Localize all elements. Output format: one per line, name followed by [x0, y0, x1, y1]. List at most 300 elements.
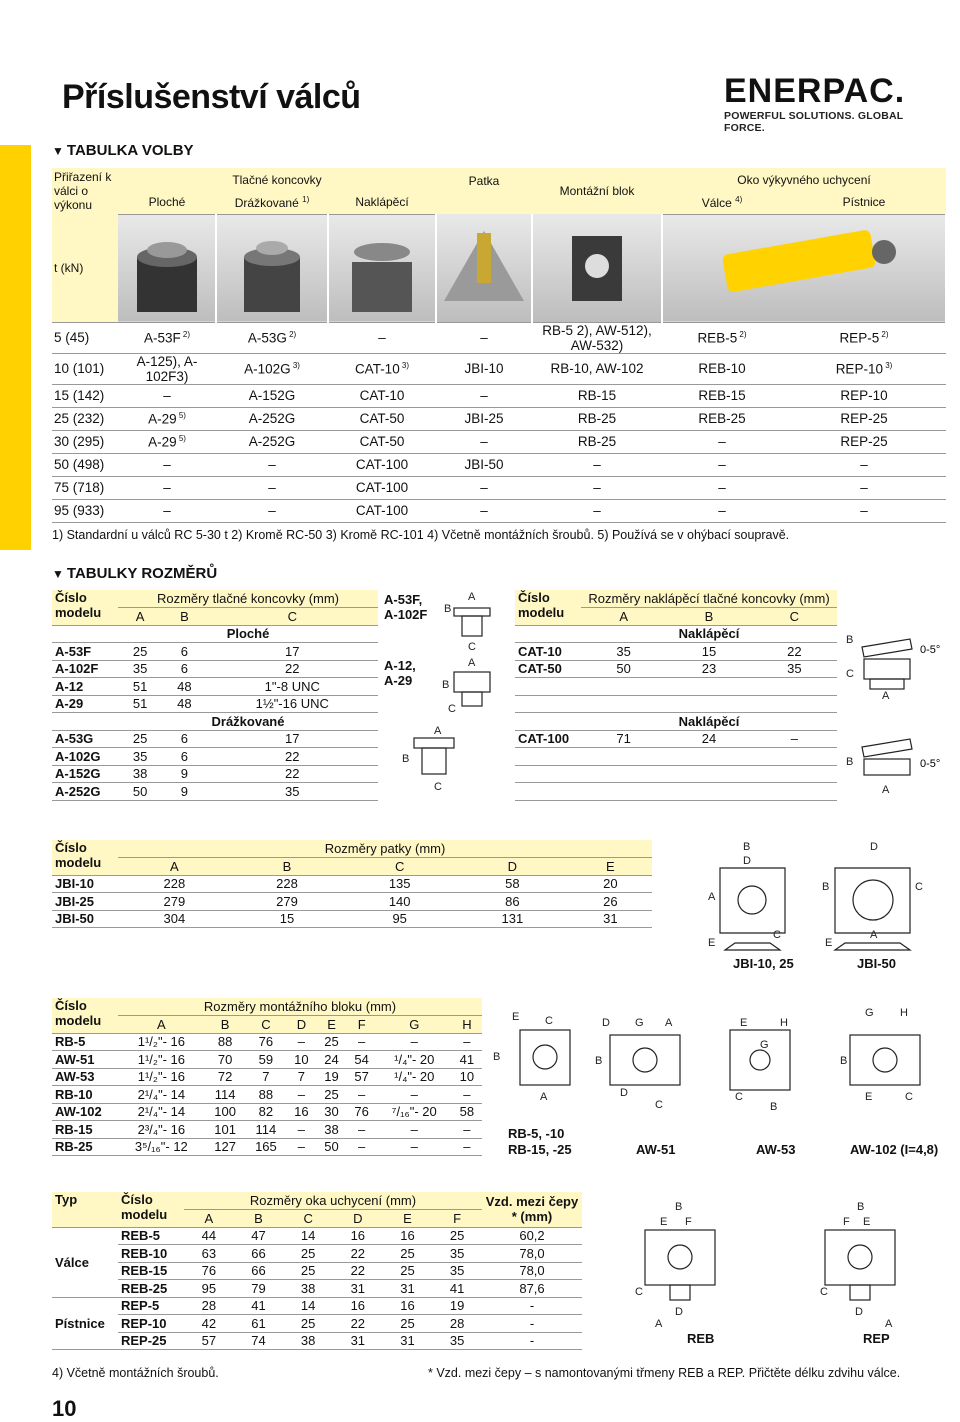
- mb-caption-1: RB-5, -10 RB-15, -25: [508, 1126, 572, 1157]
- col-header: C: [343, 858, 456, 876]
- mb-caption-2: AW-51: [636, 1142, 676, 1157]
- svg-text:B: B: [770, 1101, 778, 1113]
- note-4: 4) Včetně montážních šroubů.: [52, 1366, 219, 1380]
- value-cell: –: [377, 1121, 452, 1139]
- tilt-dim-table: [515, 590, 837, 801]
- value-cell: 25: [118, 730, 162, 748]
- value-cell: 86: [456, 893, 569, 911]
- value-cell: 35: [432, 1245, 482, 1263]
- col-header: E: [569, 858, 652, 876]
- value-cell: 25: [432, 1227, 482, 1245]
- value-cell: 10: [452, 1068, 482, 1086]
- model-cell: REP-25: [118, 1332, 184, 1350]
- svg-text:A: A: [708, 891, 716, 903]
- logo-tagline: POWERFUL SOLUTIONS. GLOBAL FORCE.: [724, 110, 904, 134]
- svg-text:H: H: [780, 1017, 788, 1029]
- selection-heading: ▼ TABULKA VOLBY: [52, 142, 194, 159]
- svg-text:A: A: [468, 591, 476, 603]
- value-cell: 1½"-16 UNC: [207, 695, 378, 713]
- base-dim-table: [52, 840, 652, 928]
- value-cell: 51: [118, 678, 162, 696]
- value-cell: 25: [283, 1315, 333, 1333]
- tilt-drawings: [840, 625, 950, 800]
- value-cell: 28: [432, 1315, 482, 1333]
- grooved-cell: A-252G: [216, 430, 328, 453]
- value-cell: 88: [246, 1086, 287, 1104]
- value-cell: 76: [246, 1033, 287, 1051]
- eye-caption-reb: REB: [687, 1331, 715, 1346]
- value-cell: 9: [162, 765, 206, 783]
- flat-cell: –: [118, 453, 216, 476]
- value-cell: 95: [343, 910, 456, 928]
- col-header: D: [286, 1016, 316, 1034]
- value-cell: 35: [118, 660, 162, 678]
- value-cell: 59: [246, 1051, 287, 1069]
- selection-table: [52, 168, 947, 523]
- model-cell: CAT-50: [515, 660, 581, 678]
- cyl-cell: –: [662, 430, 782, 453]
- svg-text:D: D: [743, 855, 751, 867]
- value-cell: 25: [283, 1262, 333, 1280]
- photo-clevis-eyes: [662, 214, 946, 322]
- base-row: [52, 893, 652, 911]
- h-mount: Montážní blok: [559, 184, 635, 198]
- value-cell: 1¹/₂"- 16: [118, 1051, 205, 1069]
- svg-text:G: G: [635, 1017, 644, 1029]
- value-cell: 140: [343, 893, 456, 911]
- selection-row: [52, 407, 946, 430]
- capacity-cell: 30 (295): [52, 430, 118, 453]
- value-cell: 23: [666, 660, 751, 678]
- base-cell: JBI-10: [436, 353, 532, 384]
- value-cell: –: [286, 1138, 316, 1156]
- value-cell: 100: [205, 1103, 246, 1121]
- h-tilt: Naklápěcí: [328, 191, 436, 214]
- svg-text:D: D: [870, 841, 878, 853]
- col-header: A: [118, 858, 231, 876]
- col-header: B: [205, 1016, 246, 1034]
- value-cell: 57: [347, 1068, 377, 1086]
- value-cell: 20: [569, 875, 652, 893]
- saddle-row: [52, 678, 378, 696]
- col-header: G: [377, 1016, 452, 1034]
- col-c: C: [752, 608, 837, 626]
- mb-caption-4: AW-102 (I=4,8): [850, 1142, 939, 1157]
- model-cell: RB-10: [52, 1086, 118, 1104]
- svg-text:G: G: [865, 1007, 874, 1019]
- col-header: C: [246, 1016, 287, 1034]
- tilt-cell: CAT-50: [328, 407, 436, 430]
- value-cell: 41: [234, 1297, 284, 1315]
- value-cell: 2³/₄"- 16: [118, 1121, 205, 1139]
- value-cell: 38: [283, 1332, 333, 1350]
- eye-row: [52, 1315, 582, 1333]
- photo-grooved-saddle: [216, 214, 328, 322]
- mb-caption-3: AW-53: [756, 1142, 796, 1157]
- value-cell: 31: [569, 910, 652, 928]
- value-cell: 1¹/₂"- 16: [118, 1033, 205, 1051]
- saddle-drawings: [382, 590, 502, 802]
- svg-text:F: F: [843, 1216, 850, 1228]
- value-cell: 17: [207, 643, 378, 661]
- eye-row: [52, 1262, 582, 1280]
- value-cell: 76: [184, 1262, 234, 1280]
- svg-text:C: C: [820, 1286, 828, 1298]
- selection-row: [52, 384, 946, 407]
- eye-row: [52, 1297, 582, 1315]
- value-cell: 22: [207, 748, 378, 766]
- h-model-3: Číslo modelu: [52, 840, 118, 875]
- pis-cell: REP-25: [782, 407, 946, 430]
- value-cell: 3⁵/₁₆"- 12: [118, 1138, 205, 1156]
- value-cell: 47: [234, 1227, 284, 1245]
- value-cell: 16: [333, 1297, 383, 1315]
- eye-row: [52, 1332, 582, 1350]
- value-cell: 58: [452, 1103, 482, 1121]
- model-cell: AW-51: [52, 1051, 118, 1069]
- value-cell: 41: [432, 1280, 482, 1298]
- pis-cell: –: [782, 453, 946, 476]
- value-cell: –: [452, 1086, 482, 1104]
- mount-block-drawings: [490, 1000, 950, 1165]
- value-cell: 25: [383, 1245, 433, 1263]
- model-cell: A-53G: [52, 730, 118, 748]
- h-base: Patka: [468, 174, 500, 188]
- saddle-row: [52, 695, 378, 713]
- h-tilt-sub-2: Naklápěcí: [581, 713, 837, 731]
- model-cell: REP-10: [118, 1315, 184, 1333]
- note-star: * Vzd. mezi čepy – s namontovanými třmeny REB a REP. Přičtěte délku zdvihu válce.: [428, 1366, 901, 1380]
- svg-text:B: B: [675, 1201, 683, 1213]
- value-cell: 15: [231, 910, 344, 928]
- value-cell: 50: [118, 783, 162, 801]
- value-cell: 114: [205, 1086, 246, 1104]
- value-cell: –: [347, 1138, 377, 1156]
- value-cell: 25: [383, 1315, 433, 1333]
- logo-word: ENERPAC.: [724, 72, 906, 110]
- model-cell: REB-5: [118, 1227, 184, 1245]
- value-cell: 101: [205, 1121, 246, 1139]
- tilt-cell: –: [328, 322, 436, 353]
- base-cell: –: [436, 384, 532, 407]
- mount-block-table: [52, 998, 482, 1156]
- col-b: B: [162, 608, 206, 626]
- d1-label-2: A-102F: [384, 607, 428, 622]
- h-base-dims: Rozměry patky (mm): [118, 840, 652, 858]
- h-typ: Typ: [52, 1192, 118, 1227]
- mount-cell: –: [532, 499, 662, 522]
- saddle-row: [52, 748, 378, 766]
- svg-text:C: C: [915, 881, 923, 893]
- value-cell: 6: [162, 730, 206, 748]
- value-cell: 66: [234, 1245, 284, 1263]
- svg-text:C: C: [905, 1091, 913, 1103]
- mount-cell: –: [532, 476, 662, 499]
- flat-cell: –: [118, 476, 216, 499]
- model-cell: A-152G: [52, 765, 118, 783]
- value-cell: 228: [118, 875, 231, 893]
- value-cell: 22: [752, 643, 837, 661]
- tilt-cell: CAT-100: [328, 499, 436, 522]
- svg-text:E: E: [512, 1011, 520, 1023]
- capacity-cell: 5 (45): [52, 322, 118, 353]
- value-cell: 74: [234, 1332, 284, 1350]
- h-saddle-dims: Rozměry tlačné koncovky (mm): [118, 590, 378, 608]
- value-cell: 22: [333, 1315, 383, 1333]
- svg-text:B: B: [840, 1055, 848, 1067]
- value-cell: 82: [246, 1103, 287, 1121]
- grooved-cell: –: [216, 499, 328, 522]
- col-header: C: [283, 1210, 333, 1228]
- svg-text:A: A: [882, 784, 890, 796]
- svg-text:D: D: [602, 1017, 610, 1029]
- eye-dim-table: [52, 1192, 582, 1350]
- eye-row: [52, 1280, 582, 1298]
- value-cell: 35: [207, 783, 378, 801]
- value-cell: 31: [383, 1332, 433, 1350]
- col-header: E: [316, 1016, 346, 1034]
- value-cell: 51: [118, 695, 162, 713]
- saddle-row: [52, 660, 378, 678]
- value-cell: 44: [184, 1227, 234, 1245]
- tilt-cell: CAT-10: [328, 384, 436, 407]
- saddle-row: [52, 730, 378, 748]
- eye-row: [52, 1245, 582, 1263]
- h-model-5: Číslo modelu: [118, 1192, 184, 1227]
- selection-row: [52, 353, 946, 384]
- svg-text:A: A: [468, 657, 476, 669]
- tilt-row: [515, 660, 837, 678]
- value-cell: 35: [752, 660, 837, 678]
- svg-text:A: A: [665, 1017, 673, 1029]
- svg-text:C: C: [468, 641, 476, 653]
- svg-text:A: A: [540, 1091, 548, 1103]
- value-cell: 58: [456, 875, 569, 893]
- h-grooved: Drážkované $^{1)}$: [216, 191, 328, 214]
- model-cell: A-29: [52, 695, 118, 713]
- model-cell: A-53F: [52, 643, 118, 661]
- value-cell: ¹/₄"- 20: [377, 1068, 452, 1086]
- capacity-cell: 25 (232): [52, 407, 118, 430]
- photo-flat-saddle: [118, 214, 216, 322]
- mount-cell: RB-10, AW-102: [532, 353, 662, 384]
- value-cell: 131: [456, 910, 569, 928]
- cyl-cell: –: [662, 453, 782, 476]
- value-cell: 22: [207, 660, 378, 678]
- h-eye-dist: Vzd. mezi čepy * (mm): [482, 1192, 582, 1227]
- h-model: Číslo modelu: [52, 590, 118, 625]
- h-mb-dims: Rozměry montážního bloku (mm): [118, 998, 482, 1016]
- value-cell: 1"-8 UNC: [207, 678, 378, 696]
- value-cell: 16: [286, 1103, 316, 1121]
- d1-label-1: A-53F,: [384, 592, 423, 607]
- col-header: D: [333, 1210, 383, 1228]
- selection-rows: [52, 322, 946, 522]
- svg-text:B: B: [822, 881, 830, 893]
- col-header: F: [432, 1210, 482, 1228]
- base-caption-2: JBI-50: [857, 956, 897, 971]
- section-tab: [0, 145, 31, 550]
- base-cell: –: [436, 476, 532, 499]
- value-cell: 24: [316, 1051, 346, 1069]
- mount-block-row: [52, 1033, 482, 1051]
- col-c: C: [207, 608, 378, 626]
- photo-base: [436, 214, 532, 322]
- model-cell: CAT-100: [515, 730, 581, 748]
- cyl-cell: REB-25: [662, 407, 782, 430]
- model-cell: AW-53: [52, 1068, 118, 1086]
- svg-text:C: C: [434, 781, 442, 793]
- svg-text:B: B: [846, 756, 854, 768]
- value-cell: 6: [162, 748, 206, 766]
- mount-cell: RB-15: [532, 384, 662, 407]
- value-cell: 79: [234, 1280, 284, 1298]
- model-cell: RB-5: [52, 1033, 118, 1051]
- value-cell: 19: [432, 1297, 482, 1315]
- svg-text:A: A: [655, 1318, 663, 1330]
- value-cell: ¹/₄"- 20: [377, 1051, 452, 1069]
- value-cell: 78,0: [482, 1245, 582, 1263]
- svg-text:G: G: [760, 1039, 769, 1051]
- saddle-row: [52, 765, 378, 783]
- photo-tilt-saddle: [328, 214, 436, 322]
- pis-cell: REP-5 $^{2)}$: [782, 322, 946, 353]
- saddle-dim-table: [52, 590, 378, 801]
- svg-text:C: C: [448, 703, 456, 715]
- value-cell: 279: [118, 893, 231, 911]
- value-cell: –: [452, 1121, 482, 1139]
- value-cell: 25: [383, 1262, 433, 1280]
- value-cell: –: [347, 1121, 377, 1139]
- page-number: 10: [52, 1396, 77, 1421]
- value-cell: 9: [162, 783, 206, 801]
- h-model-4: Číslo modelu: [52, 998, 118, 1033]
- pis-cell: REP-10: [782, 384, 946, 407]
- value-cell: 10: [286, 1051, 316, 1069]
- value-cell: –: [377, 1086, 452, 1104]
- value-cell: 7: [286, 1068, 316, 1086]
- value-cell: 16: [383, 1297, 433, 1315]
- value-cell: 25: [283, 1245, 333, 1263]
- model-cell: A-252G: [52, 783, 118, 801]
- value-cell: 1¹/₂"- 16: [118, 1068, 205, 1086]
- svg-text:E: E: [825, 937, 833, 949]
- svg-text:C: C: [773, 929, 781, 941]
- value-cell: 78,0: [482, 1262, 582, 1280]
- svg-text:C: C: [655, 1099, 663, 1111]
- model-cell: CAT-10: [515, 643, 581, 661]
- page-title: Příslušenství válců: [62, 78, 361, 116]
- value-cell: -: [482, 1315, 582, 1333]
- value-cell: 70: [205, 1051, 246, 1069]
- col-header: A: [184, 1210, 234, 1228]
- value-cell: -: [482, 1332, 582, 1350]
- svg-text:A: A: [885, 1318, 893, 1330]
- value-cell: 35: [432, 1332, 482, 1350]
- base-row: [52, 910, 652, 928]
- saddle-row: [52, 783, 378, 801]
- value-cell: ⁷/₁₆"- 20: [377, 1103, 452, 1121]
- value-cell: –: [286, 1033, 316, 1051]
- svg-text:B: B: [493, 1051, 501, 1063]
- grooved-cell: A-152G: [216, 384, 328, 407]
- d1-label-3: A-12,: [384, 658, 416, 673]
- mount-cell: RB-25: [532, 407, 662, 430]
- value-cell: 35: [432, 1262, 482, 1280]
- base-drawings: [705, 838, 950, 973]
- col-header: E: [383, 1210, 433, 1228]
- model-cell: AW-102: [52, 1103, 118, 1121]
- d1-label-4: A-29: [384, 673, 413, 688]
- value-cell: 26: [569, 893, 652, 911]
- value-cell: –: [286, 1086, 316, 1104]
- svg-text:C: C: [545, 1015, 553, 1027]
- h-tilt-sub: Naklápěcí: [581, 625, 837, 643]
- cyl-cell: –: [662, 476, 782, 499]
- svg-text:E: E: [863, 1216, 871, 1228]
- svg-text:H: H: [900, 1007, 908, 1019]
- mount-cell: RB-5 2), AW-512), AW-532): [532, 322, 662, 353]
- svg-text:B: B: [857, 1201, 865, 1213]
- selection-row: [52, 322, 946, 353]
- model-cell: A-102G: [52, 748, 118, 766]
- h-saddles: Tlačné koncovky: [232, 172, 322, 187]
- value-cell: 72: [205, 1068, 246, 1086]
- svg-text:C: C: [635, 1286, 643, 1298]
- svg-text:A: A: [870, 929, 878, 941]
- value-cell: 38: [118, 765, 162, 783]
- col-header: D: [456, 858, 569, 876]
- value-cell: 2¹/₄"- 14: [118, 1103, 205, 1121]
- value-cell: 7: [246, 1068, 287, 1086]
- value-cell: 19: [316, 1068, 346, 1086]
- flat-cell: A-29 $^{5)}$: [118, 407, 216, 430]
- pis-cell: REP-10 $^{3)}$: [782, 353, 946, 384]
- selection-footnotes: 1) Standardní u válců RC 5-30 t 2) Kromě RC-50 3) Kromě RC-101 4) Včetně montážních šroubů. 5) Používá se v ohýbací soupravě.: [52, 528, 790, 542]
- svg-text:E: E: [865, 1091, 873, 1103]
- capacity-cell: 15 (142): [52, 384, 118, 407]
- selection-row: [52, 476, 946, 499]
- h-eye-dims: Rozměry oka uchycení (mm): [184, 1192, 482, 1210]
- h-flat: Ploché: [118, 191, 216, 214]
- value-cell: 30: [316, 1103, 346, 1121]
- svg-text:B: B: [402, 753, 410, 765]
- h-eye: Oko výkyvného uchycení: [737, 172, 871, 187]
- value-cell: 31: [333, 1280, 383, 1298]
- col-header: H: [452, 1016, 482, 1034]
- model-cell: RB-25: [52, 1138, 118, 1156]
- tilt-cell: CAT-10 $^{3)}$: [328, 353, 436, 384]
- value-cell: 16: [333, 1227, 383, 1245]
- value-cell: 76: [347, 1103, 377, 1121]
- value-cell: 135: [343, 875, 456, 893]
- h-flat-sub: Ploché: [118, 625, 378, 643]
- value-cell: 17: [207, 730, 378, 748]
- value-cell: 48: [162, 695, 206, 713]
- mount-cell: –: [532, 453, 662, 476]
- tilt-row: [515, 643, 837, 661]
- cyl-cell: REB-10: [662, 353, 782, 384]
- photo-mount-block: [532, 214, 662, 322]
- value-cell: 38: [283, 1280, 333, 1298]
- model-cell: REP-5: [118, 1297, 184, 1315]
- h-model-2: Číslo modelu: [515, 590, 581, 625]
- grooved-cell: A-102G $^{3)}$: [216, 353, 328, 384]
- value-cell: 63: [184, 1245, 234, 1263]
- h-assign: Přiřazení k válci o výkonu: [54, 170, 112, 212]
- enerpac-logo: [724, 74, 934, 134]
- value-cell: 42: [184, 1315, 234, 1333]
